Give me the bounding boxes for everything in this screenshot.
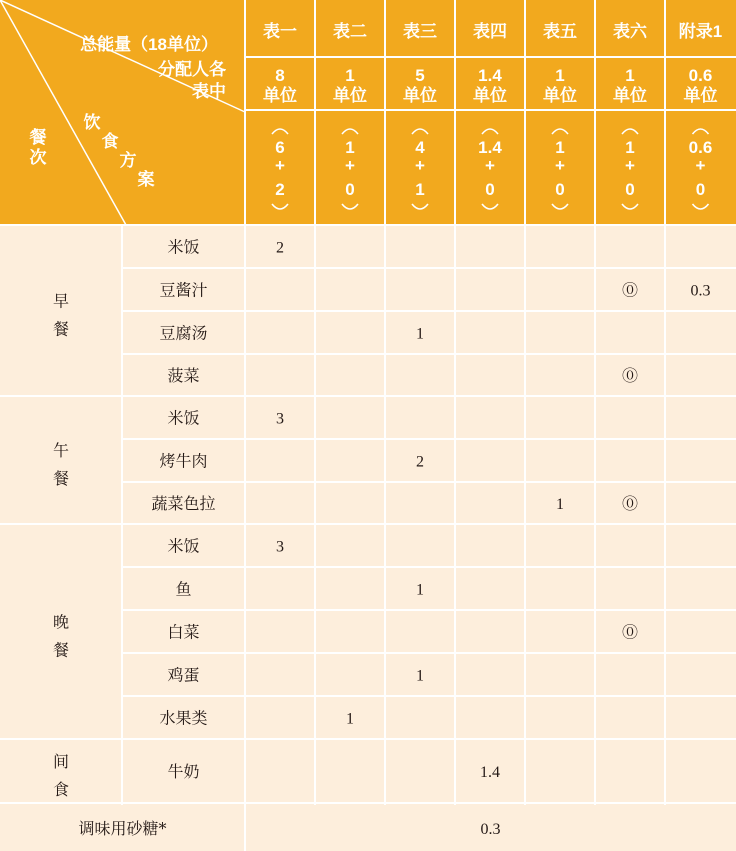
column-split-plus: +: [695, 156, 706, 175]
column-split-first: 0.6: [688, 138, 713, 157]
column-split-first: 1: [345, 138, 355, 157]
body-background: [0, 225, 736, 851]
column-unit-label: 单位: [333, 86, 367, 105]
unit-value: 3: [276, 538, 284, 556]
column-name: 表五: [543, 22, 577, 41]
column-split-plus: +: [555, 156, 565, 175]
column-split-second: 0: [485, 180, 495, 199]
unit-value: ⓪: [621, 282, 639, 300]
column-units: 1.4: [478, 66, 502, 85]
column-split-plus: +: [625, 156, 635, 175]
unit-value: 0.3: [690, 282, 711, 300]
column-split-second: 0: [555, 180, 565, 199]
meal-label-char: 餐: [52, 469, 70, 488]
plan-char-3: 方: [119, 151, 137, 170]
column-units: 1: [555, 66, 565, 85]
column-split-plus: +: [415, 156, 425, 175]
column-name: 表二: [333, 22, 367, 41]
column-split-second: 0: [345, 180, 355, 199]
column-name: 表六: [613, 22, 647, 41]
plan-char-4: 案: [137, 170, 155, 189]
food-name: 鱼: [175, 579, 192, 599]
food-name: 豆腐汤: [159, 323, 208, 343]
meal-label-char: 晚: [52, 612, 70, 632]
meal-label-char: 餐: [52, 319, 70, 339]
unit-value: 1: [346, 710, 354, 728]
column-unit-label: 单位: [683, 86, 718, 105]
food-name: 菠菜: [167, 366, 200, 385]
column-units: 0.6: [688, 66, 713, 85]
total-energy-line1: 总能量（18单位）: [80, 35, 218, 54]
meal-label-char: 午: [52, 441, 70, 460]
food-name: 水果类: [159, 708, 208, 728]
food-name: 牛奶: [167, 762, 200, 781]
food-name: 米饭: [167, 237, 200, 257]
meal-label-char: 间: [52, 752, 70, 771]
column-unit-label: 单位: [613, 86, 647, 105]
food-name: 豆酱汁: [159, 280, 208, 300]
column-unit-label: 单位: [543, 86, 577, 105]
column-split-first: 4: [415, 138, 425, 157]
unit-value: 1: [556, 496, 564, 513]
meal-label-char: 餐: [52, 640, 70, 660]
column-split-first: 6: [275, 138, 285, 157]
plan-char-1: 饮: [83, 113, 101, 132]
total-energy-line2: 分配人各: [158, 60, 226, 79]
column-split-second: 2: [275, 180, 285, 199]
column-units: 1: [625, 66, 635, 85]
column-name: 表三: [403, 22, 437, 41]
footer-label: 调味用砂糖*: [78, 819, 167, 838]
column-split-first: 1: [625, 138, 635, 157]
column-split-first: 1: [555, 138, 565, 157]
unit-value: 2: [276, 239, 284, 257]
column-split-second: 0: [625, 180, 635, 199]
meal-label-char: 早: [52, 291, 70, 311]
column-unit-label: 单位: [403, 86, 437, 105]
unit-value: ⓪: [621, 624, 639, 642]
column-split-second: 0: [695, 180, 706, 199]
unit-value: ⓪: [621, 368, 639, 385]
column-split-plus: +: [275, 156, 285, 175]
meal-char-2: 次: [29, 148, 47, 167]
unit-value: 1: [416, 581, 424, 599]
column-units: 1: [345, 66, 355, 85]
column-unit-label: 单位: [473, 86, 507, 105]
food-name: 蔬菜色拉: [151, 494, 216, 513]
column-split-first: 1.4: [478, 138, 502, 157]
footer-value: 0.3: [480, 821, 501, 838]
column-name: 附录1: [678, 22, 723, 41]
column-unit-label: 单位: [263, 86, 297, 105]
column-split-plus: +: [345, 156, 355, 175]
column-split-plus: +: [485, 156, 495, 175]
column-name: 表四: [473, 22, 507, 41]
total-energy-line3: 表中: [192, 82, 226, 101]
food-name: 烤牛肉: [159, 451, 208, 471]
unit-value: 3: [276, 410, 284, 428]
meal-label-char: 食: [52, 780, 70, 799]
food-name: 米饭: [167, 408, 200, 428]
food-name: 米饭: [167, 536, 200, 556]
column-units: 5: [415, 66, 425, 85]
column-name: 表一: [263, 22, 297, 41]
unit-value: 1.4: [480, 764, 500, 781]
meal-char-1: 餐: [29, 128, 47, 147]
plan-char-2: 食: [101, 132, 119, 151]
food-name: 鸡蛋: [167, 665, 200, 685]
food-name: 白菜: [167, 622, 200, 642]
unit-value: 1: [416, 667, 424, 685]
column-split-second: 1: [415, 180, 425, 199]
unit-value: 1: [416, 325, 424, 343]
column-units: 8: [275, 66, 285, 85]
unit-value: ⓪: [621, 496, 639, 513]
unit-value: 2: [416, 453, 424, 471]
